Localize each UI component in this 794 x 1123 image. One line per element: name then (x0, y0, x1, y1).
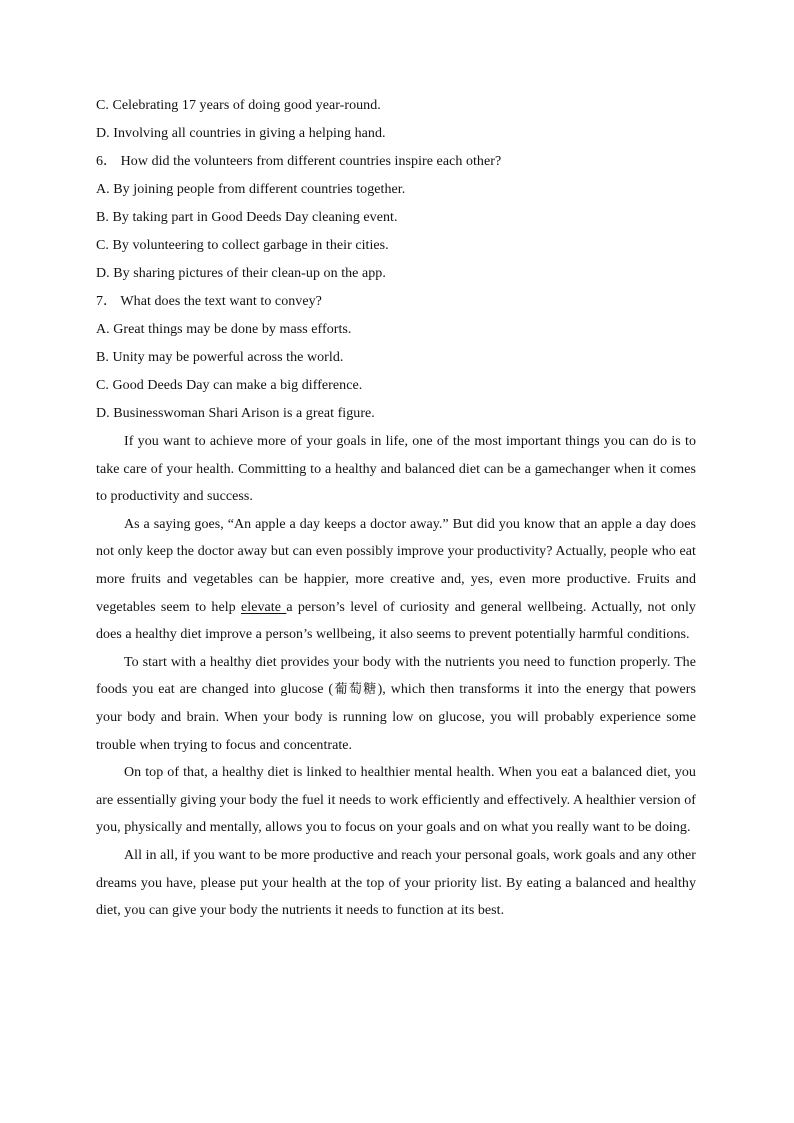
question-5-option-c: C. Celebrating 17 years of doing good year-round. (96, 98, 381, 113)
question-7-option-c: C. Good Deeds Day can make a big difference. (96, 378, 363, 393)
question-7-stem: 7． What does the text want to convey? (96, 294, 322, 309)
question-7-option-a: A. Great things may be done by mass efforts. (96, 322, 352, 337)
question-5-options (96, 92, 696, 148)
passage-paragraph-4: On top of that, a healthy diet is linked to healthier mental health. When you eat a balanced diet, you are essentially giving your body the fuel it needs to work efficiently and effectively. A healthier version of you, physically and mentally, allows you to focus on your goals and on what you really want to be doing. (96, 765, 696, 836)
question-6-option-b: B. By taking part in Good Deeds Day cleaning event. (96, 210, 398, 225)
question-6-stem: 6． How did the volunteers from different countries inspire each other? (96, 154, 502, 169)
question-6-option-c: C. By volunteering to collect garbage in their cities. (96, 238, 389, 253)
paragraph-3-text-after: ), which then transforms it into the energy that powers your body and brain. When your body is running low on glucose, you will probably experience some trouble when trying to focus and concentrate. (96, 682, 696, 753)
question-7-option-d: D. Businesswoman Shari Arison is a great figure. (96, 406, 375, 421)
passage-paragraph-5: All in all, if you want to be more productive and reach your personal goals, work goals and any other dreams you have, please put your health at the top of your priority list. By eating a balanced and healthy diet, you can give your body the nutrients it needs to function at its best. (96, 847, 696, 919)
reading-passage (96, 428, 696, 925)
chinese-gloss-glucose: 葡萄糖 (333, 682, 378, 698)
passage-paragraph-3 (96, 649, 696, 759)
paragraph-3-text-before: To start with a healthy diet provides your body with the nutrients you need to function properly. The foods you eat are changed into glucose ( (96, 654, 696, 698)
question-7-option-b: B. Unity may be powerful across the world. (96, 350, 344, 365)
passage-paragraph-2 (96, 511, 696, 649)
paragraph-2-text-after: a person’s level of curiosity and general wellbeing. Actually, not only does a healthy diet improve a person’s wellbeing, it also seems to prevent potentially harmful conditions. (96, 599, 696, 643)
question-6-option-d: D. By sharing pictures of their clean-up on the app. (96, 266, 386, 281)
document-content (96, 92, 696, 925)
paragraph-2-text-before: As a saying goes, “An apple a day keeps a doctor away.” But did you know that an apple a day does not only keep the doctor away but can even possibly improve your productivity? Actually, people who eat more fruits and vegetables can be happier, more creative and, yes, even more productive. Fruits and vegetables seem to help (96, 516, 696, 615)
question-7-options (96, 316, 696, 428)
question-6-options (96, 176, 696, 288)
question-6-option-a: A. By joining people from different countries together. (96, 182, 406, 197)
underlined-word-elevate: elevate (241, 599, 287, 615)
question-5-option-d: D. Involving all countries in giving a helping hand. (96, 126, 386, 141)
passage-paragraph-1: If you want to achieve more of your goals in life, one of the most important things you can do is to take care of your health. Committing to a healthy and balanced diet can be a gamechanger when it comes to productivity and success. (96, 434, 696, 505)
